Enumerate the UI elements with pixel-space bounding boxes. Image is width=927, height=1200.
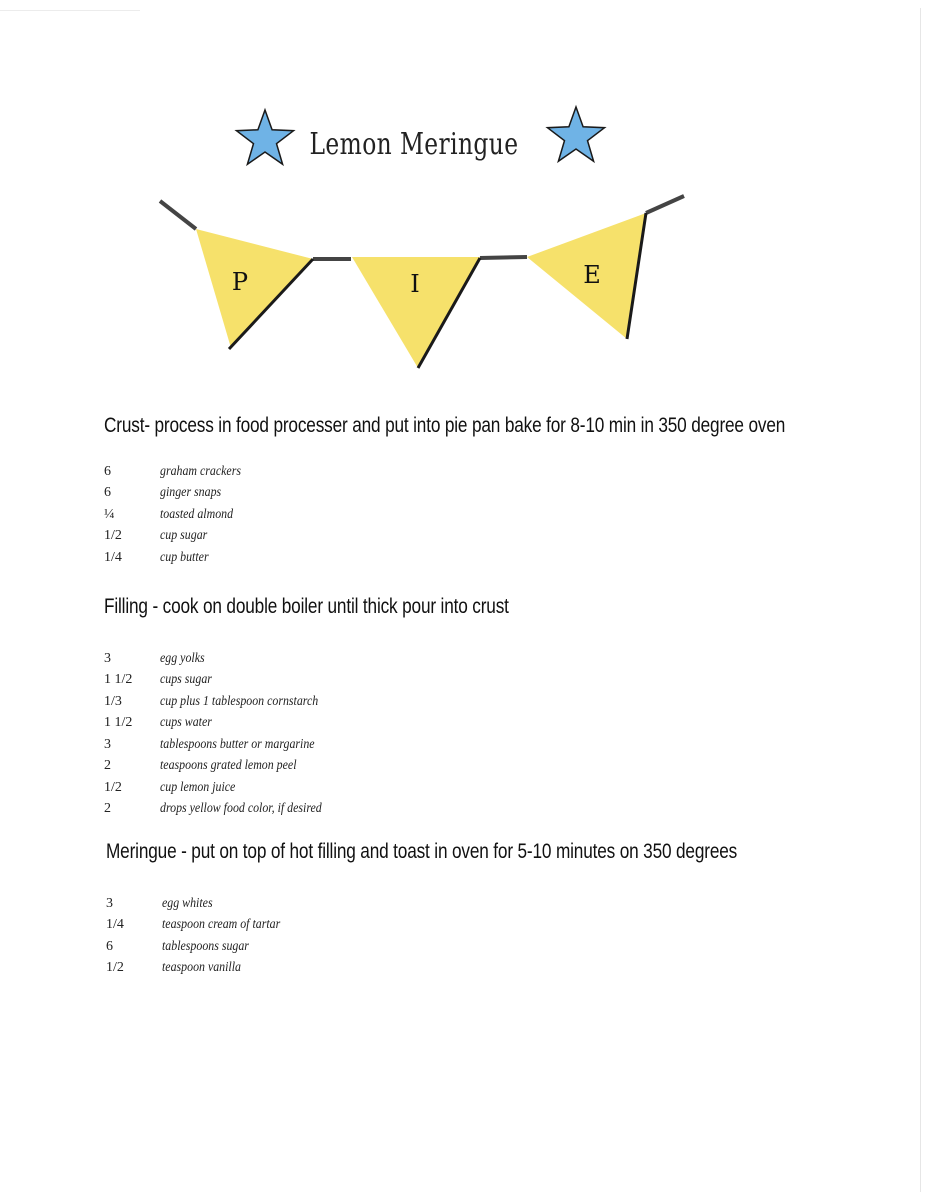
ingredient-name: teaspoon vanilla [162,960,241,976]
ingredient-name: toasted almond [160,506,234,522]
ingredient-row [106,936,906,958]
ingredient-qty: 1/4 [106,917,124,933]
star-icon [548,107,605,161]
banner-letter: P [231,268,249,296]
ingredient-qty: 1/2 [106,960,124,976]
ingredient-name: cups sugar [160,672,212,688]
ingredient-name: tablespoons butter or margarine [160,736,315,752]
ingredient-name: cup butter [160,549,209,565]
ingredient-row [104,504,904,526]
filling-section [104,595,904,820]
ingredient-qty: 6 [104,485,111,501]
ingredient-qty: 1/2 [104,779,122,795]
ingredient-list [104,648,904,820]
banner-string [480,257,527,258]
ingredient-qty: 3 [106,895,113,911]
ingredient-row [104,461,904,483]
ingredient-name: teaspoons grated lemon peel [160,758,297,774]
pennant-flag [196,229,313,348]
ingredient-list [104,461,904,569]
ingredient-name: cup lemon juice [160,779,236,795]
ingredient-name: cup sugar [160,528,208,544]
ingredient-qty: 6 [106,938,113,954]
ingredient-qty: ¼ [104,506,115,522]
ingredient-qty: 1/3 [104,693,122,709]
ingredient-list [106,893,906,979]
section-heading: Crust- process in food processer and put into pie pan bake for 8-10 min in 350 degree oven [104,414,786,437]
ingredient-row [104,713,904,735]
ingredient-qty: 2 [104,801,111,817]
ingredient-row [106,893,906,915]
section-heading: Filling - cook on double boiler until thick pour into crust [104,595,509,618]
star-icon [237,110,294,164]
ingredient-qty: 1 1/2 [104,715,133,731]
ingredient-row [104,734,904,756]
ingredient-row [104,799,904,821]
banner-letter: I [410,270,420,298]
title-banner [0,0,927,380]
section-heading: Meringue - put on top of hot filling and toast in oven for 5-10 minutes on 350 degrees [106,840,738,863]
ingredient-name: egg yolks [160,650,205,666]
ingredient-row [104,777,904,799]
ingredient-row [104,648,904,670]
ingredient-row [104,526,904,548]
ingredient-name: egg whites [162,895,213,911]
page-title: Lemon Meringue [309,127,519,162]
ingredient-row [104,483,904,505]
banner-string [646,196,684,213]
ingredient-name: teaspoon cream of tartar [162,917,281,933]
ingredient-row [104,547,904,569]
ingredient-qty: 1 1/2 [104,672,133,688]
ingredient-name: cup plus 1 tablespoon cornstarch [160,693,319,709]
ingredient-row [104,691,904,713]
meringue-section [106,840,906,979]
ingredient-row [104,756,904,778]
ingredient-qty: 3 [104,650,111,666]
ingredient-qty: 3 [104,736,111,752]
banner-string [160,201,196,229]
ingredient-row [104,670,904,692]
ingredient-name: ginger snaps [160,485,222,501]
ingredient-name: tablespoons sugar [162,938,249,954]
ingredient-name: drops yellow food color, if desired [160,801,322,817]
ingredient-qty: 2 [104,758,111,774]
ingredient-row [106,915,906,937]
ingredient-name: graham crackers [160,463,241,479]
ingredient-qty: 1/4 [104,549,122,565]
ingredient-qty: 6 [104,463,111,479]
ingredient-qty: 1/2 [104,528,122,544]
banner-letter: E [583,261,601,289]
crust-section [104,414,904,569]
ingredient-row [106,958,906,980]
ingredient-name: cups water [160,715,212,731]
